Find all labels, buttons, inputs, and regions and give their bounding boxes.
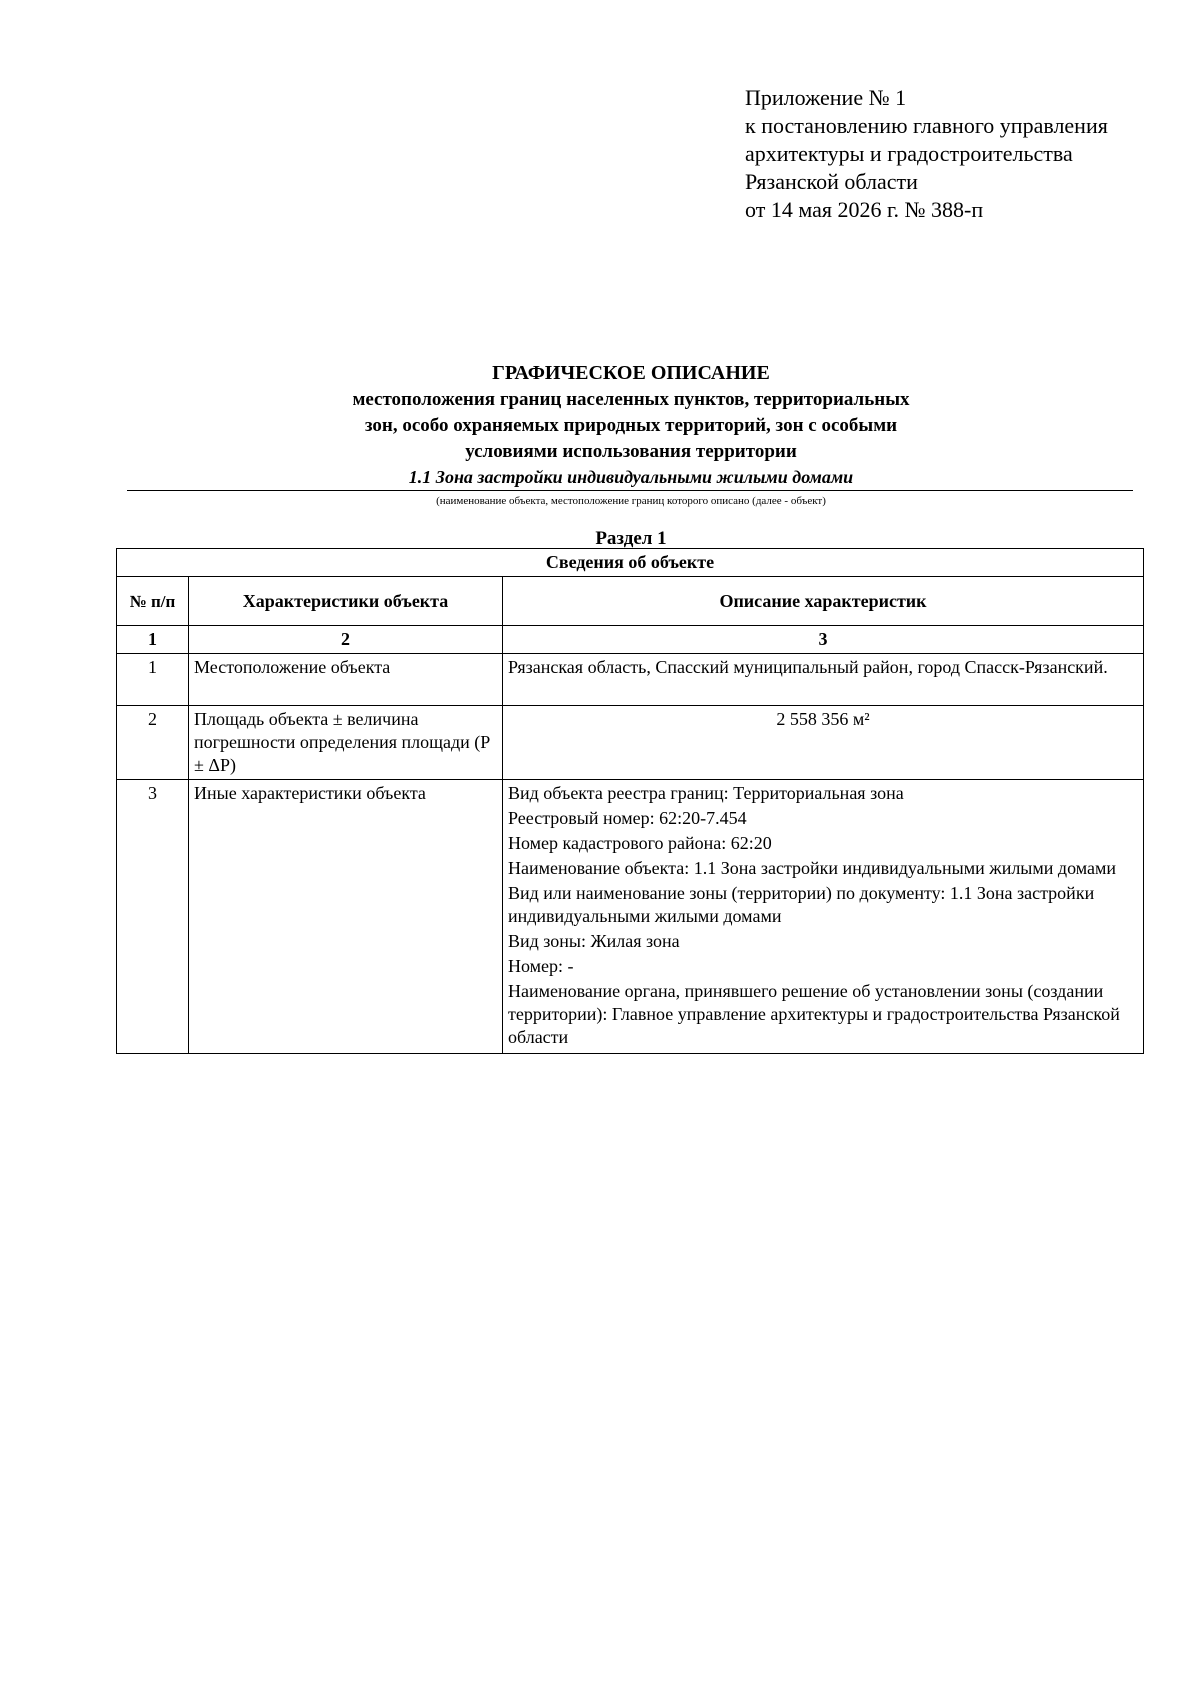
header-no: № п/п <box>117 577 189 626</box>
table-caption: Сведения об объекте <box>117 549 1144 577</box>
object-name-underline <box>127 490 1133 491</box>
description-line: Вид зоны: Жилая зона <box>508 931 680 951</box>
object-info-table <box>116 548 1144 1054</box>
row-characteristic: Местоположение объекта <box>189 654 503 706</box>
object-name: 1.1 Зона застройки индивидуальными жилыми домами <box>408 467 854 487</box>
column-number: 1 <box>117 626 189 654</box>
table-caption-row <box>117 549 1144 577</box>
appendix-line: от 14 мая 2026 г. № 388-п <box>745 197 984 222</box>
description-line: Наименование объекта: 1.1 Зона застройки индивидуальными жилыми домами <box>508 858 1117 878</box>
appendix-line: архитектуры и градостроительства <box>745 141 1073 166</box>
subtitle-line: зон, особо охраняемых природных территорий, зон с особыми <box>364 415 898 436</box>
document-subtitle <box>0 387 1200 465</box>
row-description: Рязанская область, Спасский муниципальный район, город Спасск-Рязанский. <box>503 654 1144 706</box>
row-number: 3 <box>117 780 189 1054</box>
row-number: 2 <box>117 706 189 780</box>
appendix-line: к постановлению главного управления <box>745 113 1108 138</box>
row-characteristic: Иные характеристики объекта <box>189 780 503 1054</box>
description-line: Номер кадастрового района: 62:20 <box>508 833 772 853</box>
section-title: Раздел 1 <box>595 528 667 549</box>
description-line: Реестровый номер: 62:20-7.454 <box>508 808 747 828</box>
table-row <box>117 654 1144 706</box>
table-header-row <box>117 577 1144 626</box>
subtitle-line: местоположения границ населенных пунктов, территориальных <box>352 389 910 410</box>
description-line: Вид объекта реестра границ: Территориальная зона <box>508 783 904 803</box>
header-description: Описание характеристик <box>503 577 1144 626</box>
row-characteristic: Площадь объекта ± величина погрешности определения площади (P ± ΔP) <box>189 706 503 780</box>
row-number: 1 <box>117 654 189 706</box>
description-line: Вид или наименование зоны (территории) по документу: 1.1 Зона застройки индивидуальными жилыми домами <box>508 883 1095 926</box>
row-description: 2 558 356 м² <box>503 706 1144 780</box>
appendix-header <box>745 84 1108 224</box>
table-row <box>117 780 1144 1054</box>
row-description-list <box>503 780 1144 1054</box>
appendix-line: Рязанской области <box>745 169 918 194</box>
subtitle-line: условиями использования территории <box>465 441 797 462</box>
header-characteristic: Характеристики объекта <box>189 577 503 626</box>
appendix-line: Приложение № 1 <box>745 85 907 110</box>
table-row <box>117 706 1144 780</box>
column-number: 2 <box>189 626 503 654</box>
description-line: Наименование органа, принявшего решение об установлении зоны (создании территории): Главное управление архитектуры и градостроительства Рязанской области <box>508 981 1120 1047</box>
document-title: ГРАФИЧЕСКОЕ ОПИСАНИЕ <box>492 362 770 384</box>
column-number: 3 <box>503 626 1144 654</box>
object-name-caption: (наименование объекта, местоположение границ которого описано (далее - объект) <box>436 495 826 507</box>
column-number-row <box>117 626 1144 654</box>
description-line: Номер: - <box>508 956 574 976</box>
